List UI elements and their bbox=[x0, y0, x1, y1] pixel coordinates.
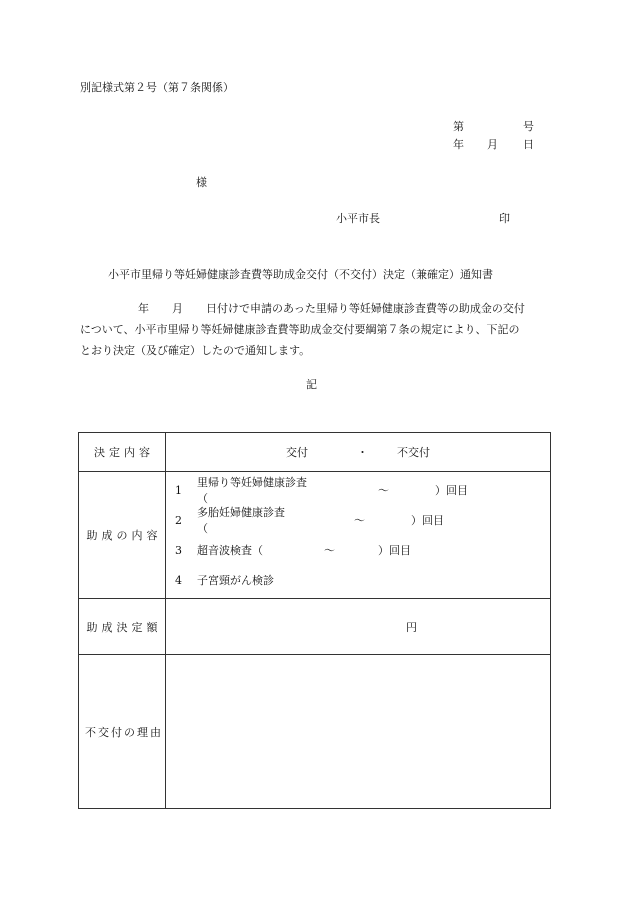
body-line-1-rest: 日付けで申請のあった里帰り等妊婦健康診査費等の助成金の交付 bbox=[206, 302, 525, 315]
choice-grant: 交付 bbox=[286, 446, 308, 459]
row-reason bbox=[79, 655, 551, 809]
row-amount bbox=[79, 599, 551, 655]
body-text bbox=[80, 298, 550, 361]
decision-table bbox=[78, 432, 551, 809]
form-id: 別記様式第２号（第７条関係） bbox=[80, 81, 234, 94]
label-content: 助成の内容 bbox=[79, 472, 166, 599]
content-items bbox=[166, 472, 551, 599]
label-decision: 決定内容 bbox=[79, 433, 166, 472]
number-prefix: 第 bbox=[453, 120, 464, 133]
content-item-2: 2 多胎妊婦健康診査（ ～ ）回目 bbox=[175, 506, 444, 535]
content-item-4: 4 子宮頸がん検診 bbox=[175, 573, 274, 587]
body-line-1 bbox=[80, 298, 550, 319]
date-year: 年 bbox=[453, 138, 464, 151]
addressee-suffix: 様 bbox=[196, 176, 207, 189]
label-amount: 助成決定額 bbox=[79, 599, 166, 655]
row-content bbox=[79, 472, 551, 599]
seal-mark: 印 bbox=[499, 212, 510, 225]
number-suffix: 号 bbox=[523, 120, 534, 133]
body-line-3: とおり決定（及び確定）したので通知します。 bbox=[80, 344, 311, 357]
ki-heading: 記 bbox=[306, 378, 317, 391]
date-day: 日 bbox=[523, 138, 534, 151]
body-year: 年 bbox=[138, 302, 149, 315]
reason-field bbox=[166, 655, 551, 809]
document-title: 小平市里帰り等妊婦健康診査費等助成金交付（不交付）決定（兼確定）通知書 bbox=[108, 268, 493, 281]
content-item-3: 3 超音波検査（ ～ ）回目 bbox=[175, 543, 411, 557]
choice-dot: ・ bbox=[357, 446, 368, 459]
choice-nongrant: 不交付 bbox=[397, 446, 430, 459]
content-item-1: 1 里帰り等妊婦健康診査（ ～ ）回目 bbox=[175, 476, 468, 505]
date-month: 月 bbox=[487, 138, 498, 151]
sender-name: 小平市長 bbox=[336, 212, 380, 225]
body-line-2: について、小平市里帰り等妊婦健康診査費等助成金交付要綱第７条の規定により、下記の bbox=[80, 323, 520, 336]
label-reason: 不交付の理由 bbox=[79, 655, 166, 809]
body-month: 月 bbox=[172, 302, 183, 315]
amount-value bbox=[166, 599, 551, 655]
row-decision bbox=[79, 433, 551, 472]
decision-choices bbox=[166, 433, 551, 472]
amount-unit: 円 bbox=[406, 620, 417, 634]
